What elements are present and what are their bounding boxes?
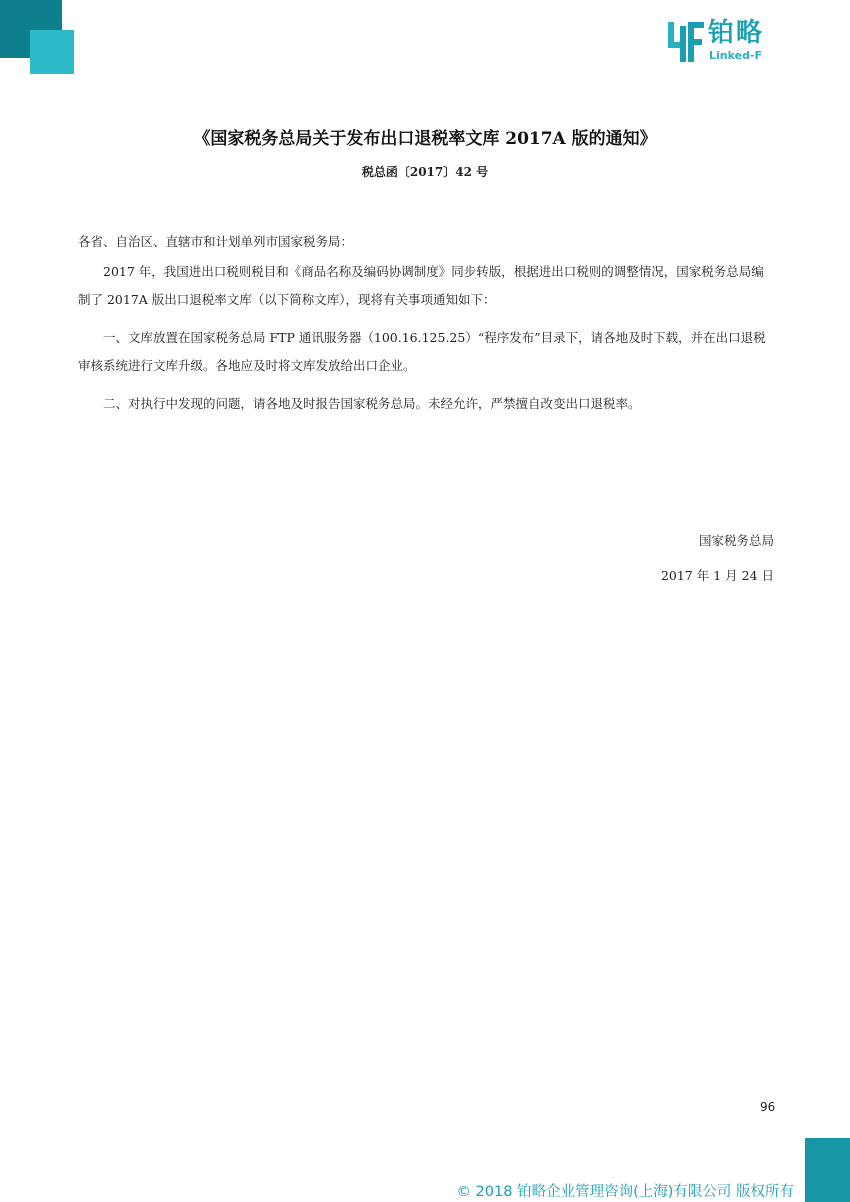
- addressee: 各省、自治区、直辖市和计划单列市国家税务局：: [78, 234, 354, 249]
- page-number: 96: [760, 1100, 776, 1114]
- logo-mark-icon: [668, 22, 704, 62]
- company-logo: [668, 18, 798, 66]
- corner-decoration-light: [30, 30, 74, 74]
- signature-organization: 国家税务总局: [698, 533, 774, 548]
- document-number: 税总函〔2017〕42 号: [361, 165, 489, 179]
- paragraph-item-1: 一、文库放置在国家税务总局 FTP 通讯服务器（100.16.125.25）“程序发布”目录下，请各地及时下载，并在出口退税审核系统进行文库升级。各地应及时将文库发放给出口企业。: [78, 330, 766, 373]
- footer-copyright: © 2018 铂略企业管理咨询(上海)有限公司 版权所有: [456, 1184, 794, 1200]
- document-title: 《国家税务总局关于发布出口退税率文库 2017A 版的通知》: [193, 129, 657, 149]
- logo-chinese-name: 铂略: [708, 18, 765, 48]
- paragraph-intro: 2017 年，我国进出口税则税目和《商品名称及编码协调制度》同步转版，根据进出口税则的调整情况，国家税务总局编制了 2017A 版出口退税率文库（以下简称文库），现将有关事项通知如下：: [78, 264, 764, 307]
- paragraph-item-2: 二、对执行中发现的问题，请各地及时报告国家税务总局。未经允许，严禁擅自改变出口退税率。: [103, 396, 641, 411]
- signature-date: 2017 年 1 月 24 日: [660, 568, 774, 583]
- logo-english-name: Linked-F: [709, 49, 763, 62]
- footer-decoration-block: [805, 1138, 850, 1202]
